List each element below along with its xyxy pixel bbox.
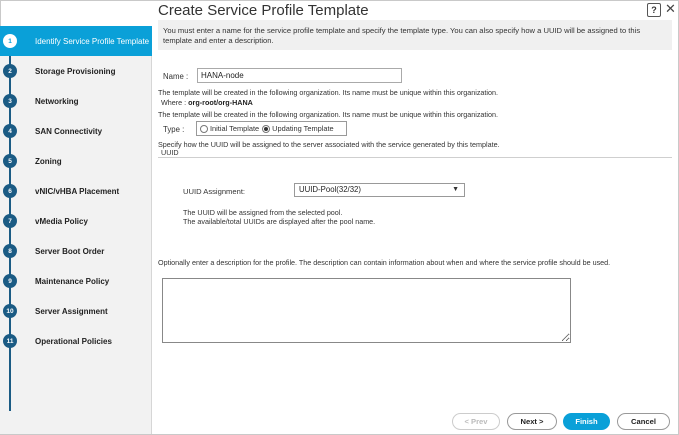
name-input[interactable] — [197, 68, 402, 83]
step-number: 2 — [3, 64, 17, 78]
dialog-title: Create Service Profile Template — [158, 2, 369, 19]
step-label: Operational Policies — [35, 336, 112, 346]
dropdown-arrow-icon: ▼ — [452, 186, 459, 193]
step-san-connectivity[interactable] — [0, 116, 152, 146]
step-vmedia-policy[interactable] — [0, 206, 152, 236]
step-number: 10 — [3, 304, 17, 318]
info-text-line1: You must enter a name for the service profile template and specify the template type. You can also specify how a UUID will be assigned to this — [163, 26, 641, 35]
name-label: Name : — [163, 72, 189, 81]
step-number: 11 — [3, 334, 17, 348]
step-operational-policies[interactable] — [0, 326, 152, 356]
step-number: 8 — [3, 244, 17, 258]
template-type-radio-group — [196, 121, 347, 136]
info-banner — [158, 20, 672, 50]
step-label: Identify Service Profile Template — [35, 36, 150, 46]
finish-button[interactable]: Finish — [563, 413, 610, 430]
step-number: 7 — [3, 214, 17, 228]
step-label: Maintenance Policy — [35, 276, 110, 286]
close-icon[interactable]: ✕ — [665, 1, 676, 16]
step-number: 3 — [3, 94, 17, 108]
cancel-button[interactable]: Cancel — [617, 413, 670, 430]
description-textarea[interactable] — [162, 278, 571, 343]
step-label: Zoning — [35, 156, 62, 166]
help-icon[interactable]: ? — [647, 3, 661, 17]
step-zoning[interactable] — [0, 146, 152, 176]
step-networking[interactable] — [0, 86, 152, 116]
step-number: 1 — [3, 34, 17, 48]
updating-template-label[interactable]: Updating Template — [272, 124, 334, 133]
description-note: Optionally enter a description for the profile. The description can contain information about when and where the service profile should be used. — [158, 258, 611, 267]
step-label: vMedia Policy — [35, 216, 88, 226]
step-vnic-vhba-placement[interactable] — [0, 176, 152, 206]
step-maintenance-policy[interactable] — [0, 266, 152, 296]
step-storage-provisioning[interactable] — [0, 56, 152, 86]
step-identify-template[interactable] — [0, 26, 152, 56]
step-number: 6 — [3, 184, 17, 198]
step-number: 9 — [3, 274, 17, 288]
info-text-line2: template and enter a description. — [163, 36, 274, 45]
type-label: Type : — [163, 125, 185, 134]
step-label: Storage Provisioning — [35, 66, 116, 76]
step-number: 4 — [3, 124, 17, 138]
where-row — [161, 98, 253, 107]
step-label: SAN Connectivity — [35, 126, 103, 136]
uuid-heading: UUID — [161, 148, 179, 157]
step-label: Server Assignment — [35, 306, 108, 316]
uuid-info-line2: The available/total UUIDs are displayed after the pool name. — [183, 217, 376, 226]
uuid-note: Specify how the UUID will be assigned to the server associated with the service generated by this template. — [158, 140, 500, 149]
uuid-info-line1: The UUID will be assigned from the selected pool. — [183, 208, 343, 217]
step-number: 5 — [3, 154, 17, 168]
step-server-boot-order[interactable] — [0, 236, 152, 266]
uuid-assignment-label: UUID Assignment: — [183, 187, 246, 196]
updating-template-radio[interactable] — [262, 125, 270, 133]
section-divider — [158, 157, 672, 158]
org-note: The template will be created in the following organization. Its name must be unique within this organization. — [158, 88, 498, 97]
initial-template-radio[interactable] — [200, 125, 208, 133]
where-value: org-root/org-HANA — [188, 98, 253, 107]
uuid-assignment-value: UUID-Pool(32/32) — [299, 185, 361, 194]
step-label: Server Boot Order — [35, 246, 105, 256]
step-server-assignment[interactable] — [0, 296, 152, 326]
org-note-2: The template will be created in the following organization. Its name must be unique within this organization. — [158, 110, 498, 119]
initial-template-label[interactable]: Initial Template — [210, 124, 260, 133]
where-label: Where : — [161, 98, 187, 107]
next-button[interactable]: Next > — [507, 413, 557, 430]
prev-button[interactable]: < Prev — [452, 413, 500, 430]
step-label: vNIC/vHBA Placement — [35, 186, 120, 196]
wizard-sidebar — [0, 26, 152, 434]
uuid-assignment-select[interactable] — [294, 183, 465, 197]
step-label: Networking — [35, 96, 79, 106]
